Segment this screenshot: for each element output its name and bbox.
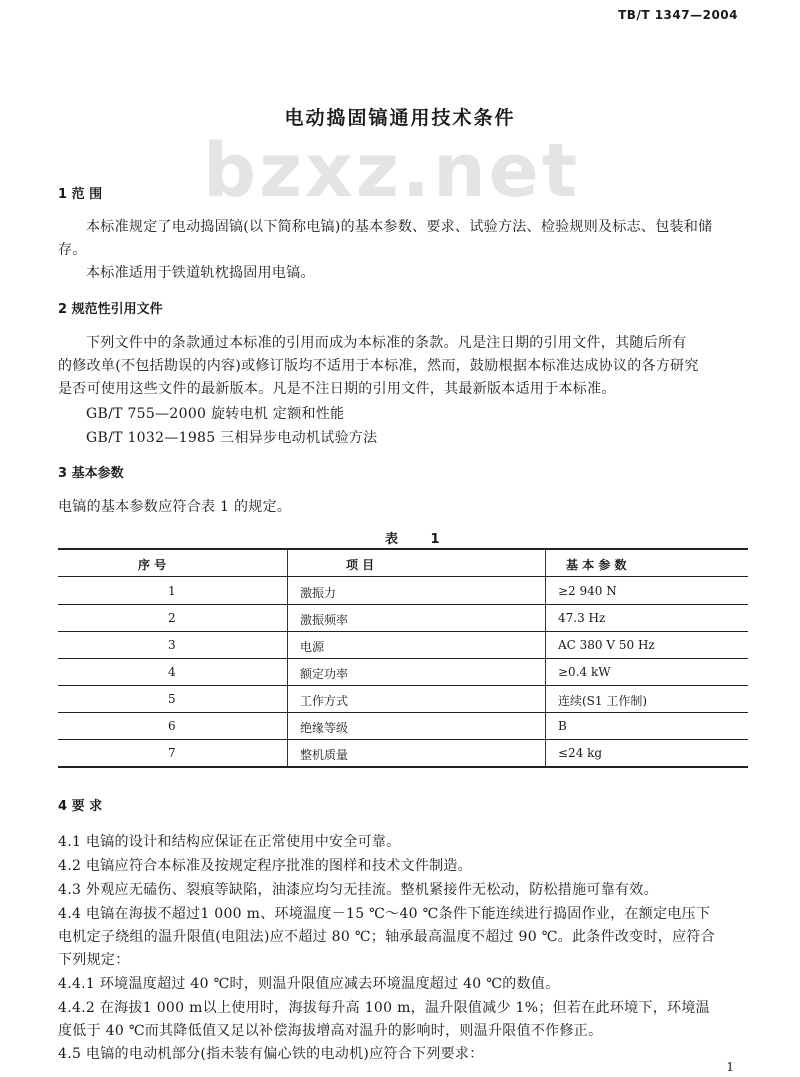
table-caption: 表 1 bbox=[385, 532, 454, 547]
section-4-heading: 4 要 求 bbox=[58, 799, 103, 814]
clause-4-4-1: 4.4.1 环境温度超过 40 ℃时，则温升限值应减去环境温度超过 40 ℃的数值。 bbox=[58, 976, 560, 992]
section-1-paragraph-1: 本标准规定了电动捣固镐(以下简称电镐)的基本参数、要求、试验方法、检验规则及标志、包装和储 bbox=[86, 219, 713, 235]
watermark: bzxz.net bbox=[203, 128, 581, 214]
table-row-rule bbox=[58, 631, 748, 632]
table-column-divider bbox=[287, 549, 288, 767]
section-1-paragraph-2: 本标准适用于铁道轨枕捣固用电镐。 bbox=[86, 265, 315, 281]
table-cell-no: 2 bbox=[168, 611, 176, 625]
table-row-rule bbox=[58, 739, 748, 740]
page-title: 电动捣固镐通用技术条件 bbox=[284, 107, 516, 129]
clause-4-4-line-2: 电机定子绕组的温升限值(电阻法)应不超过 80 ℃；轴承最高温度不超过 90 ℃。此条件改变时，应符合 bbox=[58, 929, 715, 945]
table-cell-no: 6 bbox=[168, 719, 176, 733]
table-cell-no: 5 bbox=[168, 692, 176, 706]
table-cell-param: 连续(S1 工作制) bbox=[558, 694, 648, 708]
clause-4-4-line-3: 下列规定： bbox=[58, 952, 130, 968]
reference-gb-t-1032: GB/T 1032—1985 三相异步电动机试验方法 bbox=[86, 430, 378, 446]
table-row-rule bbox=[58, 604, 748, 605]
table-row-rule bbox=[58, 685, 748, 686]
table-cell-item: 激振频率 bbox=[300, 613, 349, 627]
clause-4-1: 4.1 电镐的设计和结构应保证在正常使用中安全可靠。 bbox=[58, 834, 401, 850]
table-cell-no: 1 bbox=[168, 584, 176, 598]
section-3-heading: 3 基本参数 bbox=[58, 466, 124, 481]
reference-gb-t-755: GB/T 755—2000 旋转电机 定额和性能 bbox=[86, 406, 345, 422]
clause-4-4-2-line-2: 度低于 40 ℃而其降低值又足以补偿海拔增高对温升的影响时，则温升限值不作修正。 bbox=[58, 1023, 603, 1039]
table-cell-param: AC 380 V 50 Hz bbox=[558, 638, 655, 652]
section-2-heading: 2 规范性引用文件 bbox=[58, 302, 163, 317]
clause-4-3: 4.3 外观应无磕伤、裂痕等缺陷，油漆应均匀无挂流。整机紧接件无松动，防松措施可靠有效。 bbox=[58, 882, 658, 898]
table-cell-item: 电源 bbox=[300, 640, 325, 654]
table-cell-param: ≤24 kg bbox=[558, 746, 603, 760]
standard-number: TB/T 1347—2004 bbox=[618, 8, 738, 22]
table-header-no: 序 号 bbox=[138, 558, 167, 572]
table-cell-param: 47.3 Hz bbox=[558, 611, 606, 625]
table-cell-item: 绝缘等级 bbox=[300, 721, 349, 735]
section-2-paragraph-1-line-2: 的修改单(不包括勘误的内容)或修订版均不适用于本标准，然而，鼓励根据本标准达成协议的各方研究 bbox=[58, 358, 699, 374]
table-column-divider bbox=[545, 549, 546, 767]
table-cell-no: 7 bbox=[168, 746, 176, 760]
clause-4-2: 4.2 电镐应符合本标准及按规定程序批准的图样和技术文件制造。 bbox=[58, 858, 473, 874]
table-header-param: 基 本 参 数 bbox=[566, 558, 627, 572]
table-header-item: 项 目 bbox=[346, 558, 375, 572]
table-row-rule bbox=[58, 712, 748, 713]
clause-4-4: 4.4 电镐在海拔不超过1 000 m、环境温度－15 ℃～40 ℃条件下能连续进行捣固作业，在额定电压下 bbox=[58, 906, 711, 922]
section-1-paragraph-1-cont: 存。 bbox=[58, 242, 87, 258]
table-cell-param: B bbox=[558, 719, 567, 733]
table-cell-no: 3 bbox=[168, 638, 176, 652]
table-bottom-rule bbox=[58, 766, 748, 768]
section-3-paragraph: 电镐的基本参数应符合表 1 的规定。 bbox=[58, 499, 292, 515]
table-cell-param: ≥0.4 kW bbox=[558, 665, 611, 679]
page-number: 1 bbox=[726, 1060, 734, 1074]
table-header-rule bbox=[58, 576, 748, 577]
table-cell-item: 激振力 bbox=[300, 586, 337, 600]
section-2-paragraph-1-line-3: 是否可使用这些文件的最新版本。凡是不注日期的引用文件，其最新版本适用于本标准。 bbox=[58, 381, 616, 397]
table-row-rule bbox=[58, 658, 748, 659]
section-2-paragraph-1: 下列文件中的条款通过本标准的引用而成为本标准的条款。凡是注日期的引用文件，其随后所有 bbox=[86, 335, 687, 351]
table-top-rule bbox=[58, 548, 748, 550]
clause-4-5: 4.5 电镐的电动机部分(指未装有偏心铁的电动机)应符合下列要求： bbox=[58, 1046, 484, 1062]
table-cell-item: 额定功率 bbox=[300, 667, 349, 681]
section-1-heading: 1 范 围 bbox=[58, 187, 103, 202]
table-cell-item: 工作方式 bbox=[300, 694, 349, 708]
clause-4-4-2: 4.4.2 在海拔1 000 m以上使用时，海拔每升高 100 m，温升限值减少 1%；但若在此环境下，环境温 bbox=[58, 1000, 710, 1016]
table-cell-item: 整机质量 bbox=[300, 748, 349, 762]
table-cell-no: 4 bbox=[168, 665, 176, 679]
table-cell-param: ≥2 940 N bbox=[558, 584, 617, 598]
